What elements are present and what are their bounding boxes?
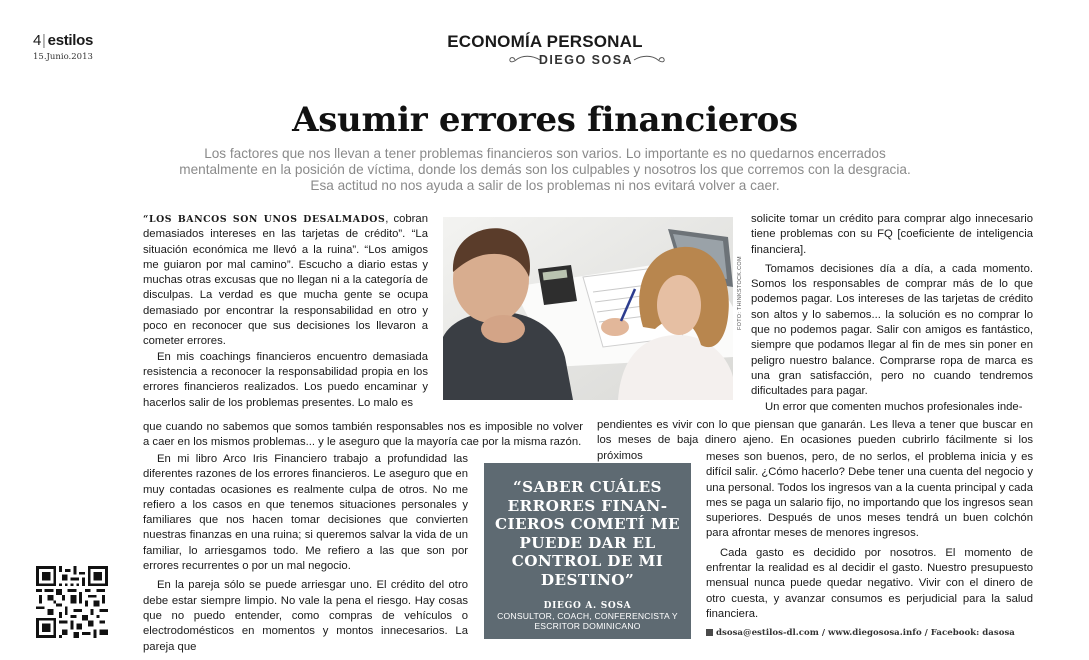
footer-square-icon [706, 629, 713, 636]
column-right-bottom [706, 450, 1033, 622]
paragraph-4: En la pareja sólo se puede arriesgar uno. El crédito del otro debe estar siempre limpio. No vale la pena el riesgo. Hay cosas que no puedo entender, como compras de vehículos o electrodomésticos en momentos y montos innecesarios. La pareja que [143, 579, 468, 653]
issue-date: 15.Junio.2013 [33, 52, 93, 62]
paragraph-2-continued: que cuando no sabemos que somos también responsables nos es imposible no volver a caer en los mismos problemas... y le aseguro que la mayoría cae por la misma razón. [143, 421, 583, 449]
photo-credit [731, 222, 745, 332]
deck-line-3: Esa actitud no nos ayuda a salir de los problemas ni nos evitará volver a caer. [310, 178, 780, 193]
page-number [33, 32, 93, 49]
pull-quote-text: “SABER CUÁLES ERRORES FINAN-CIEROS COMETÍ ME PUEDE DAR EL CONTROL DE MI DESTINO” [494, 478, 681, 589]
flourish-right-icon [632, 54, 666, 66]
lead-in: “LOS BANCOS SON UNOS DESALMADOS [143, 214, 386, 225]
article-headline: Asumir errores financieros [292, 100, 798, 140]
footer-contact-text[interactable]: dsosa@estilos-dl.com / www.diegososa.info / Facebook: dasosa [716, 628, 1015, 638]
right-paragraph-3-end: meses son buenos, pero, de no serlos, el problema inicia y es difícil salir. ¿Cómo hacerlo? Debe tener una cuenta del negocio y una personal. Todos los ingresos van a la cuenta principal y cada mes se paga un salario fijo, no importando que los ingresos sean superiores. Después de unos meses tendrá un buen colchón para afrontar meses de menores ingresos. [706, 451, 1033, 540]
column-right-top [751, 212, 1033, 415]
article-deck [140, 146, 950, 194]
right-paragraph-4: Cada gasto es decidido por nosotros. El momento de enfrentar la realidad es al decidir el gasto. Nuestro presupuesto mensual nunca puede quedar negativo. Vivir con el dinero de otro cuesta, y avanzar consumos es perjudicial para la salud financiera. [706, 546, 1033, 620]
column-left-top [143, 212, 428, 411]
deck-line-2: mentalmente en la posición de víctima, donde los demás son los culpables y nosotros los que corremos con la desgracia. [179, 162, 911, 177]
photo-credit-text: FOTO: THINKSTOCK.COM [737, 256, 743, 330]
lead-rest: , cobran demasiados intereses en las tarjetas de crédito”. “La situación económica me llevó a la ruina”. “Los amigos me guiaron por mal camino”. Escucho a diario estas y muchas otras excusas que no llegan ni a la categoría de disculpas. La verdad es que mucha gente se ocupa demasiado por encontrar la responsabilidad en otro y poco en reconocer que sus decisiones los llevaron a cometer errores. [143, 213, 428, 348]
deck-line-1: Los factores que nos llevan a tener problemas financieros son varios. Lo importante es no quedarnos encerrados [204, 146, 886, 161]
column-left-bottom [143, 452, 468, 655]
qr-code-icon [36, 566, 108, 638]
right-paragraph-3: Un error que comenten muchos profesionales inde- [765, 400, 1023, 413]
pull-quote-author: DIEGO A. SOSA [543, 601, 632, 611]
lead-paragraph [143, 212, 428, 350]
paragraph-2: En mis coachings financieros encuentro demasiada resistencia a reconocer la responsabilidad propia en los errores financieros realizados. Los puedo encaminar y hacerlos salir de los problemas presentes. Lo malo es [143, 350, 428, 409]
section-title: ECONOMÍA PERSONAL [447, 32, 643, 51]
pull-quote [484, 463, 691, 639]
article-photo [443, 217, 733, 400]
publication-name: estilos [47, 32, 94, 49]
column-author: DIEGO SOSA [538, 53, 634, 67]
page-number-separator: | [42, 32, 46, 49]
column-wide-span [143, 420, 583, 451]
right-paragraph-1: solicite tomar un crédito para comprar algo innecesario tiene problemas con su FQ [coeficiente de inteligencia financiera]. [751, 213, 1033, 256]
pull-quote-role: CONSULTOR, COACH, CONFERENCISTA Y ESCRITOR DOMINICANO [497, 611, 678, 631]
paragraph-3: En mi libro Arco Iris Financiero trabajo a profundidad las diferentes razones de los errores financieros. Le aseguro que en muy contadas ocasiones es realmente culpa de otros. No me refiero a los casos en que tenemos situaciones personales y familiares que nos hacen tomar decisiones que convierten nuestras finanzas en una ruina; si queremos salvar la vida de un familiar, lo arriesgamos todo. Me refiero a las que son por errores recurrentes o por un mal negocio. [143, 453, 468, 573]
photo-illustration [443, 217, 733, 400]
footer-contact [706, 628, 1036, 638]
page-number-value: 4 [33, 32, 42, 49]
right-paragraph-3-continued: pendientes es vivir con lo que piensan que ganarán. Les lleva a tener que buscar en los meses de baja dinero ajeno. En ocasiones pueden cubrirlo fácilmente si los próximos [597, 419, 1033, 462]
right-paragraph-2: Tomamos decisiones día a día, a cada momento. Somos los responsables de comprar más de lo que podemos pagar. Los intereses de las tarjetas de crédito son altos y lo sabemos... la solución es no comprar lo que no podemos pagar. Salir con amigos es fantástico, siempre que podamos llegar al fin de mes sin poner en peligro nuestro balance. Comprarse ropa de marca es una gran satisfacción, pero no cuando tendremos dificultades para pagar. [751, 262, 1033, 398]
